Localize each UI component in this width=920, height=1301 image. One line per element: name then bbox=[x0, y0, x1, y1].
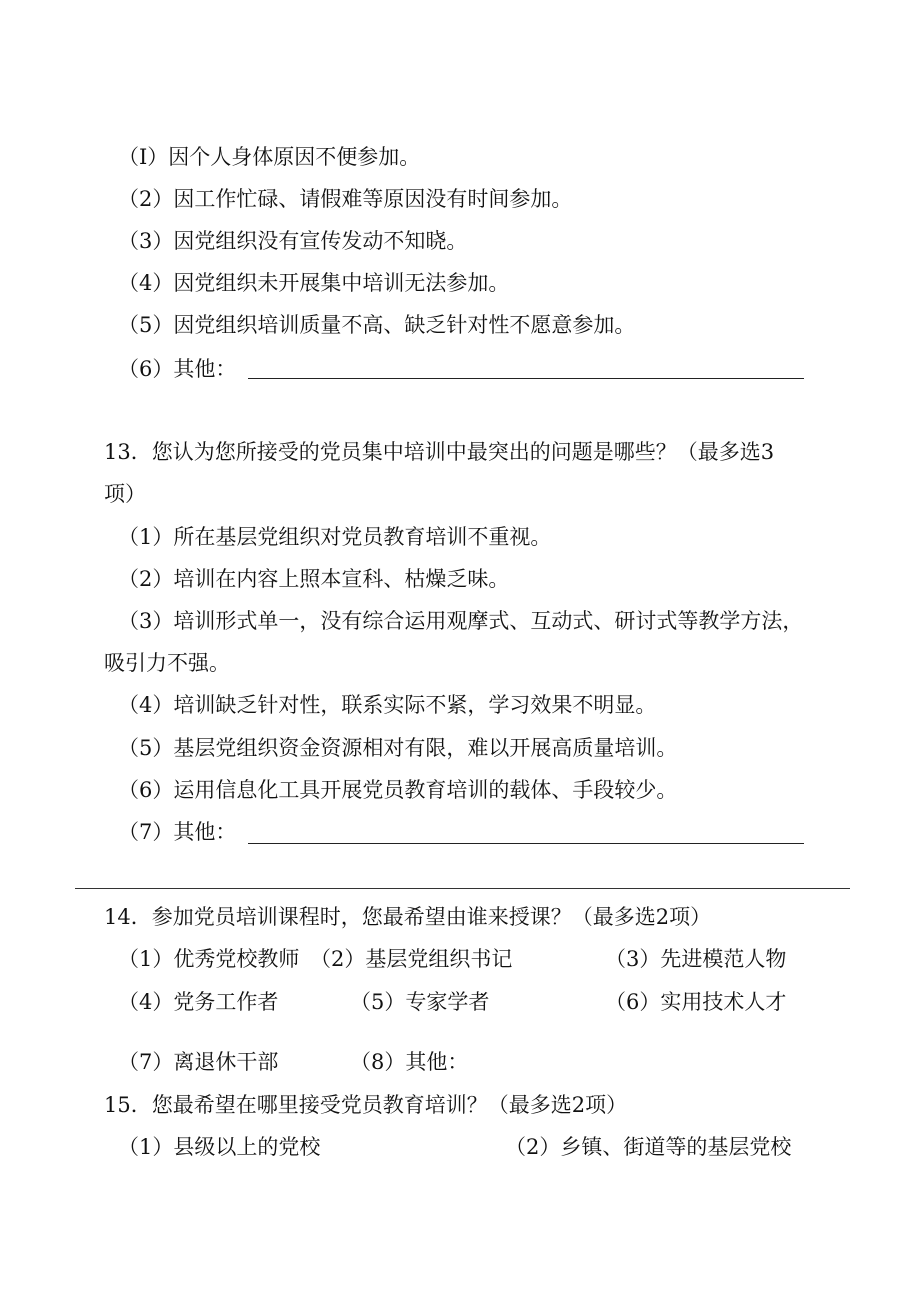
q15-option-1: （1）县级以上的党校 bbox=[118, 1135, 321, 1159]
q12-other-blank bbox=[248, 378, 804, 379]
q12-option-other: （6）其他： bbox=[118, 357, 237, 381]
q13-other-blank bbox=[248, 843, 804, 844]
q15-title: 15．您最希望在哪里接受党员教育培训？（最多选2项） bbox=[104, 1093, 628, 1117]
q13-option-other: （7）其他： bbox=[118, 820, 237, 844]
q13-option-6: （6）运用信息化工具开展党员教育培训的载体、手段较少。 bbox=[118, 778, 678, 802]
q12-option-1: （I）因个人身体原因不便参加。 bbox=[118, 145, 421, 169]
q13-option-4: （4）培训缺乏针对性，联系实际不紧，学习效果不明显。 bbox=[118, 693, 657, 717]
q14-title: 14．参加党员培训课程时，您最希望由谁来授课？（最多选2项） bbox=[104, 905, 712, 929]
q14-option-5: （5）专家学者 bbox=[350, 990, 490, 1014]
q14-option-3: （3）先进模范人物 bbox=[605, 947, 787, 971]
q14-option-4: （4）党务工作者 bbox=[118, 990, 279, 1014]
q14-option-1: （1）优秀党校教师 bbox=[118, 947, 300, 971]
q15-option-2: （2）乡镇、街道等的基层党校 bbox=[505, 1135, 792, 1159]
q13-option-3: （3）培训形式单一，没有综合运用观摩式、互动式、研讨式等教学方法， bbox=[118, 609, 804, 633]
q14-option-7: （7）离退休干部 bbox=[118, 1050, 279, 1074]
q12-option-4: （4）因党组织未开展集中培训无法参加。 bbox=[118, 271, 510, 295]
q13-option-2: （2）培训在内容上照本宣科、枯燥乏味。 bbox=[118, 567, 510, 591]
q14-option-2: （2）基层党组织书记 bbox=[310, 947, 513, 971]
q12-option-2: （2）因工作忙碌、请假难等原因没有时间参加。 bbox=[118, 187, 573, 211]
q13-title-line1: 13．您认为您所接受的党员集中培训中最突出的问题是哪些？（最多选3 bbox=[104, 440, 775, 464]
q14-option-other: （8）其他： bbox=[350, 1050, 469, 1074]
q13-title-line2: 项） bbox=[104, 482, 146, 506]
section-divider bbox=[75, 888, 850, 889]
q13-option-5: （5）基层党组织资金资源相对有限，难以开展高质量培训。 bbox=[118, 736, 678, 760]
q12-option-5: （5）因党组织培训质量不高、缺乏针对性不愿意参加。 bbox=[118, 313, 636, 337]
q13-option-3-cont: 吸引力不强。 bbox=[104, 651, 230, 675]
q13-option-1: （1）所在基层党组织对党员教育培训不重视。 bbox=[118, 525, 552, 549]
q14-option-6: （6）实用技术人才 bbox=[605, 990, 787, 1014]
q12-option-3: （3）因党组织没有宣传发动不知晓。 bbox=[118, 229, 468, 253]
